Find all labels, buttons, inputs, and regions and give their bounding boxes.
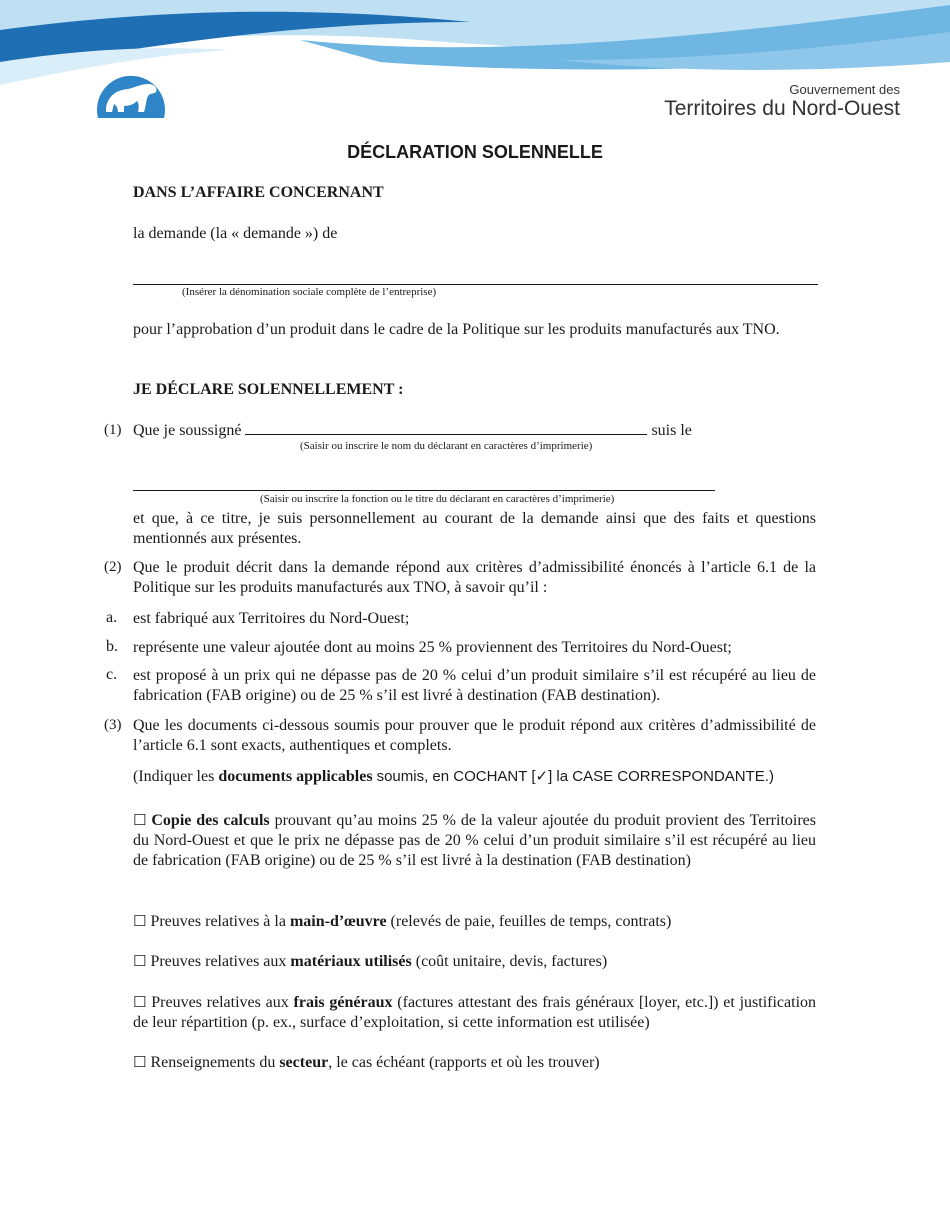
item1-line [133,421,692,441]
checkbox-calculations[interactable]: ☐ [133,811,147,829]
item1-number: (1) [104,422,122,438]
checkbox-labour[interactable]: ☐ [133,912,147,930]
option-pre: Preuves relatives aux [150,953,291,970]
approval-text: pour l’approbation d’un produit dans le cadre de la Politique sur les produits manufacturés aux TNO. [133,321,780,338]
option-pre: Preuves relatives à la [150,913,290,930]
option-pre: Preuves relatives aux [151,994,294,1011]
option-bold: main-d’œuvre [289,913,387,930]
declarant-name-field[interactable] [245,421,647,435]
checkmark-icon: ✓ [535,768,549,785]
checkbox-overhead[interactable]: ☐ [133,993,147,1011]
item1-knowledge-text: et que, à ce titre, je suis personnellement au courant de la demande ainsi que des faits et questions mentionnés aux présentes. [133,510,816,547]
option-overhead [133,992,816,1033]
option-bold: frais généraux [293,994,393,1011]
instruction-post: ] la CASE CORRESPONDANTE.) [548,768,774,785]
option-bold: Copie des calculs [151,812,270,829]
checkbox-sector[interactable]: ☐ [133,1053,147,1071]
item2-sub-a-marker: a. [106,609,118,626]
option-pre: Renseignements du [150,1054,280,1071]
declarant-name-caption: (Saisir ou inscrire le nom du déclarant en caractères d’imprimerie) [300,440,593,452]
checkbox-materials[interactable]: ☐ [133,952,147,970]
option-post: (relevés de paie, feuilles de temps, contrats) [386,913,672,930]
government-wordmark [664,82,900,121]
option-post: (factures attestant des frais généraux [loyer, etc.]) et justification de leur répartition (p. ex., surface d’exploitation, si cette information est utilisée) [133,994,817,1031]
company-name-field[interactable] [133,284,818,285]
declare-heading: JE DÉCLARE SOLENNELLEMENT : [133,381,404,398]
document-title: DÉCLARATION SOLENNELLE [347,142,603,162]
item2-sub-c-text: est proposé à un prix qui ne dépasse pas de 20 % celui d’un produit similaire s’il est récupéré au lieu de fabrication (FAB origine) ou de 25 % s’il est livré à destination (FAB destination). [133,667,816,704]
item2-text: Que le produit décrit dans la demande répond aux critères d’admissibilité énoncés à l’article 6.1 de la Politique sur les produits manufacturés aux TNO, à savoir qu’il : [133,559,816,596]
instruction-pre: (Indiquer les [133,768,215,785]
item1-suffix: suis le [651,422,692,439]
item3-number: (3) [104,717,122,733]
item2-sub-c-marker: c. [106,666,118,683]
option-bold: secteur [279,1054,329,1071]
instruction-mid: soumis, en COCHANT [ [376,768,536,785]
declarant-title-field[interactable] [133,490,715,491]
option-post: , le cas échéant (rapports et où les trouver) [328,1054,600,1071]
affair-heading: DANS L’AFFAIRE CONCERNANT [133,184,384,201]
item3-text: Que les documents ci-dessous soumis pour prouver que le produit répond aux critères d’admissibilité de l’article 6.1 sont exacts, authentiques et complets. [133,717,816,754]
option-calculations [133,810,816,871]
polar-bear-logo-icon [94,56,166,118]
company-name-caption: (Insérer la dénomination sociale complète de l’entreprise) [182,286,437,298]
option-sector [133,1052,816,1073]
request-line: la demande (la « demande ») de [133,225,338,242]
item2-sub-a-text: est fabriqué aux Territoires du Nord-Ouest; [133,610,410,627]
option-post: prouvant qu’au moins 25 % de la valeur ajoutée du produit provient des Territoires du Nord-Ouest et que le prix ne dépasse pas de 20 % celui d’un produit similaire s’il est récupéré au lieu de fabrication (FAB origine) ou de 25 % s’il est livré à la destination (FAB destination) [133,812,817,869]
option-labour [133,911,816,932]
option-bold: matériaux utilisés [290,953,412,970]
option-post: (coût unitaire, devis, factures) [411,953,608,970]
item2-number: (2) [104,559,122,575]
item3-instruction [133,767,816,787]
option-materials [133,951,816,972]
gov-line1: Gouvernement des [789,82,900,97]
item1-prefix: Que je soussigné [133,422,242,439]
item2-sub-b-text: représente une valeur ajoutée dont au moins 25 % proviennent des Territoires du Nord-Ouest; [133,639,732,656]
declarant-title-caption: (Saisir ou inscrire la fonction ou le titre du déclarant en caractères d’imprimerie) [260,493,615,505]
instruction-bold: documents applicables [218,768,373,785]
gov-line2: Territoires du Nord-Ouest [664,97,900,120]
item2-sub-b-marker: b. [106,638,118,655]
